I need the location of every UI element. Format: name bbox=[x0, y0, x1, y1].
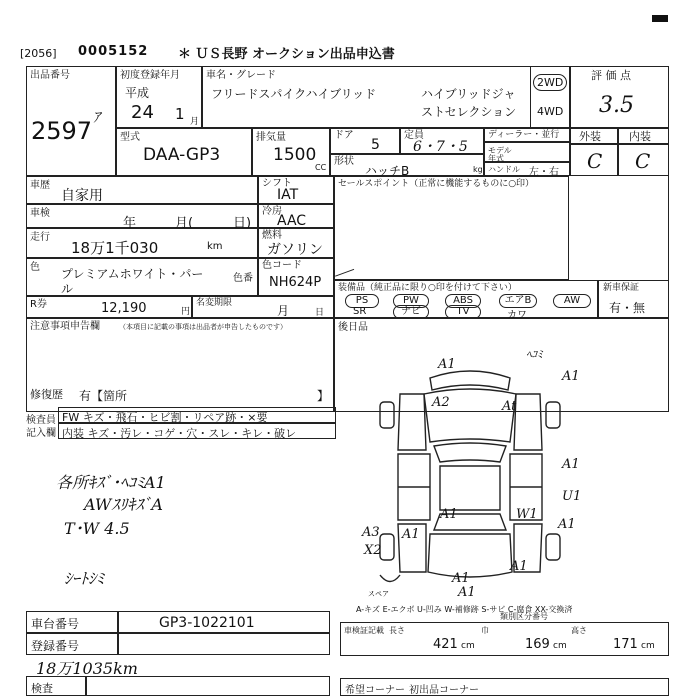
dealer-cell bbox=[484, 128, 570, 142]
notes-cell bbox=[26, 318, 334, 412]
shape-value: ハッチB bbox=[365, 164, 410, 178]
diagram-roof bbox=[440, 466, 500, 510]
handwritten-note-2: AWｽﾘｷｽﾞA bbox=[84, 495, 163, 514]
shaken-label: 車検証記載 bbox=[344, 626, 384, 635]
handle-value: 左・右 bbox=[529, 167, 559, 178]
aircon-value: AAC bbox=[277, 213, 307, 229]
vehicle-name: フリードスパイクハイブリッド bbox=[211, 87, 377, 101]
wish-corner-label: 希望コーナー bbox=[345, 685, 405, 696]
fuel-value: ガソリン bbox=[267, 242, 323, 258]
equipment-abs: ABS bbox=[445, 294, 481, 308]
mileage-unit: km bbox=[207, 241, 223, 252]
inspection-cell bbox=[26, 204, 258, 231]
equipment-ps: PS bbox=[345, 294, 379, 308]
equipment-aw: AW bbox=[553, 294, 591, 308]
score-cell bbox=[570, 66, 669, 128]
model-year-cell bbox=[484, 142, 570, 162]
form-title: ＊ ＵＳ長野 オークション出品申込書 bbox=[178, 47, 395, 62]
r-price-cell bbox=[26, 296, 192, 318]
mark-right-door: U1 bbox=[562, 489, 582, 504]
width-value: 169 bbox=[525, 637, 550, 652]
mark-left-quarter: A1 bbox=[402, 527, 420, 542]
repair-value: 有【箇所 bbox=[79, 389, 128, 403]
name-change-day-unit: 日 bbox=[315, 308, 325, 318]
mark-top-note: ﾍｺﾐ bbox=[526, 350, 543, 361]
class-number-label: 類別区分番号 bbox=[500, 612, 548, 621]
length-value: 421 bbox=[433, 637, 458, 652]
shape-cell bbox=[330, 154, 484, 176]
corner-mark bbox=[652, 15, 668, 22]
displacement-cell bbox=[252, 128, 330, 176]
interior-label-cell bbox=[618, 128, 669, 144]
equipment-pw: PW bbox=[393, 294, 429, 308]
score-label: 評 価 点 bbox=[591, 69, 631, 82]
handwritten-note-1: 各所ｷｽﾞ･ﾍｺﾐA1 bbox=[56, 473, 166, 492]
warranty-value: 有・無 bbox=[609, 301, 646, 315]
displacement-value: 1500 bbox=[273, 145, 317, 165]
mileage-value: 18万1千030 bbox=[71, 239, 159, 257]
diagram-left-fender bbox=[398, 394, 426, 450]
equipment-cell bbox=[334, 280, 598, 321]
shift-cell bbox=[258, 176, 334, 204]
chassis-value-cell bbox=[118, 611, 330, 633]
color-code-label-top: 色コード bbox=[262, 260, 302, 271]
r-price-unit: 円 bbox=[181, 307, 191, 317]
sales-point-label: セールスポイント（正常に機能するものに○印） bbox=[338, 179, 535, 189]
mark-rear-bottom: A1 bbox=[458, 585, 476, 600]
interior-value: C bbox=[635, 149, 651, 173]
capacity-label: 定員 bbox=[404, 130, 424, 141]
inspector-row-1 bbox=[58, 407, 336, 423]
inspection-year-unit: 年 bbox=[123, 216, 137, 231]
exterior-label: 外装 bbox=[579, 130, 601, 143]
mark-front-1: A1 bbox=[438, 357, 456, 372]
r-price-value: 12,190 bbox=[101, 301, 147, 316]
exterior-label-cell bbox=[570, 128, 618, 144]
length-unit: cm bbox=[461, 641, 475, 651]
registration-year: 24 bbox=[131, 102, 154, 123]
mark-hood: At bbox=[502, 399, 517, 414]
shift-value: IAT bbox=[277, 187, 299, 203]
lot-label: 出品番号 bbox=[30, 70, 70, 81]
registration-label: 初度登録年月 bbox=[120, 70, 180, 81]
color-value-2: ル bbox=[61, 282, 74, 296]
equipment-leather: カワ bbox=[507, 310, 527, 321]
exterior-value-cell bbox=[570, 144, 618, 176]
dimensions-cell bbox=[340, 622, 669, 656]
equipment-tv: TV bbox=[445, 305, 481, 319]
handle-label: ハンドル bbox=[488, 165, 520, 174]
inspector-label-1: 検査員 bbox=[26, 415, 56, 426]
exterior-value: C bbox=[587, 149, 603, 173]
mark-rear-left: A1 bbox=[452, 571, 470, 586]
equipment-sr: SR bbox=[353, 306, 367, 317]
vehicle-grade-2: ストセレクション bbox=[421, 105, 517, 119]
inspector-label-2: 記入欄 bbox=[26, 428, 56, 439]
height-unit: cm bbox=[641, 641, 655, 651]
drive-2wd: 2WD bbox=[533, 74, 567, 91]
sheet-number: [2056] bbox=[20, 47, 57, 60]
chassis-label-cell bbox=[26, 611, 118, 633]
length-label: 長さ bbox=[389, 626, 405, 635]
color-code-label: 色番 bbox=[233, 273, 253, 284]
drive-cell bbox=[530, 66, 570, 128]
drive-4wd: 4WD bbox=[537, 105, 564, 118]
mark-right-quarter: A1 bbox=[558, 517, 576, 532]
color-code-cell bbox=[258, 258, 334, 296]
check-value-cell bbox=[86, 676, 330, 696]
wish-corner-value: 初出品コーナー bbox=[409, 685, 479, 696]
car-diagram bbox=[340, 350, 600, 600]
mark-front-2: A2 bbox=[432, 395, 450, 410]
doors-cell bbox=[330, 128, 400, 154]
mark-right-fender: A1 bbox=[562, 457, 580, 472]
warranty-label: 新車保証 bbox=[603, 283, 640, 293]
doors-label: ドア bbox=[334, 130, 354, 141]
notes-label: 注意事項申告欄 bbox=[30, 321, 100, 332]
notes-sub: （本項目に記載の事項は出品者が申告したものです） bbox=[119, 323, 287, 331]
usage-label: 車歴 bbox=[30, 180, 50, 191]
inspection-label: 車検 bbox=[30, 208, 50, 219]
aircon-label: 冷房 bbox=[262, 206, 282, 217]
mark-left-door: A1 bbox=[440, 507, 458, 522]
handle-cell bbox=[484, 162, 570, 176]
handwritten-note-4: ｼｰﾄｼﾐ bbox=[64, 569, 105, 588]
registration-month: 1 bbox=[175, 105, 185, 123]
fuel-cell bbox=[258, 228, 334, 258]
mileage-cell bbox=[26, 228, 258, 258]
mark-front-right: A1 bbox=[562, 369, 580, 384]
inspection-day-unit: 日) bbox=[233, 216, 252, 231]
mark-rear-right: A1 bbox=[510, 559, 528, 574]
model-year-label: モデル年式 bbox=[488, 146, 512, 163]
chassis-label: 車台番号 bbox=[31, 617, 80, 631]
inspection-month-unit: 月( bbox=[175, 216, 194, 231]
equipment-airbag: エアB bbox=[499, 294, 537, 308]
model-label: 型式 bbox=[120, 132, 140, 143]
aircon-cell bbox=[258, 204, 334, 228]
repair-label: 修復歴 bbox=[30, 388, 63, 401]
registration-month-unit: 月 bbox=[190, 117, 200, 127]
usage-cell bbox=[26, 176, 258, 204]
mark-x2: X2 bbox=[364, 543, 382, 558]
handwritten-note-3: T･W 4.5 bbox=[64, 519, 130, 538]
sales-point-cell bbox=[334, 176, 569, 280]
displacement-label: 排気量 bbox=[256, 132, 286, 143]
mileage-handwritten: 18万1035km bbox=[36, 659, 138, 678]
chassis-value: GP3-1022101 bbox=[159, 615, 255, 631]
shape-unit: kg bbox=[473, 165, 483, 174]
doors-value: 5 bbox=[371, 137, 380, 153]
wish-corner-cell bbox=[340, 678, 669, 696]
model-cell bbox=[116, 128, 252, 176]
registration-number-label: 登録番号 bbox=[31, 639, 80, 653]
name-change-unit: 月 bbox=[277, 304, 290, 318]
height-value: 171 bbox=[613, 637, 638, 652]
registration-era: 平成 bbox=[125, 86, 150, 100]
reg-value-cell bbox=[118, 633, 330, 655]
width-label: 巾 bbox=[481, 626, 489, 635]
diagram-right-fender bbox=[514, 394, 542, 450]
lot-suffix: ｱ bbox=[93, 110, 100, 126]
vehicle-grade-1: ハイブリッドジャ bbox=[421, 87, 516, 101]
inspector-row-2 bbox=[58, 423, 336, 439]
lot-number: 2597 bbox=[31, 117, 93, 145]
vehicle-name-cell bbox=[202, 66, 570, 128]
shift-label: シフト bbox=[262, 178, 292, 189]
score-value: 3.5 bbox=[599, 93, 634, 118]
inspector-row-1-text: FW キズ・飛石・ヒビ割・リペア跡・×要 bbox=[62, 411, 268, 424]
diagram-spare bbox=[380, 575, 400, 582]
usage-value: 自家用 bbox=[61, 188, 103, 204]
rear-seat-label: 後日品 bbox=[338, 322, 368, 333]
spare-label: スペア bbox=[368, 590, 389, 598]
mileage-label: 走行 bbox=[30, 232, 50, 243]
width-unit: cm bbox=[553, 641, 567, 651]
repair-end: 】 bbox=[317, 389, 330, 403]
diagram-windshield bbox=[434, 443, 506, 462]
mark-w1: W1 bbox=[516, 507, 538, 522]
registration-cell bbox=[116, 66, 202, 128]
model-value: DAA-GP3 bbox=[143, 145, 221, 165]
reg-label-cell bbox=[26, 633, 118, 655]
displacement-unit: CC bbox=[315, 163, 327, 172]
color-cell bbox=[26, 258, 258, 296]
capacity-cell bbox=[400, 128, 484, 154]
equipment-label: 装備品（純正品に限り○印を付けて下さい） bbox=[338, 283, 517, 293]
r-price-label: R券 bbox=[30, 299, 47, 310]
check-label: 検査 bbox=[31, 682, 53, 695]
fuel-label: 燃料 bbox=[262, 230, 282, 241]
name-change-label: 名変期限 bbox=[196, 298, 233, 308]
height-label: 高さ bbox=[571, 626, 587, 635]
dealer-label: ディーラー・並行 bbox=[488, 130, 560, 140]
inspector-row-2-text: 内装 キズ・汚レ・コゲ・穴・スレ・キレ・破レ bbox=[62, 427, 297, 440]
interior-label: 内装 bbox=[629, 130, 651, 143]
vehicle-name-label: 車名・グレード bbox=[206, 70, 276, 81]
diagram-front-bumper bbox=[430, 371, 510, 390]
lot-cell bbox=[26, 66, 116, 176]
color-value-1: プレミアムホワイト・パー bbox=[61, 267, 204, 281]
name-change-cell bbox=[192, 296, 334, 318]
color-label: 色 bbox=[30, 262, 40, 273]
damage-legend: A-キズ E-エクボ U-凹み W-補修跡 S-サビ C-腐食 XX-交換済 bbox=[356, 605, 573, 614]
capacity-value: 6・7・5 bbox=[413, 139, 468, 155]
mark-rear-bumper: A3 bbox=[362, 525, 380, 540]
barcode-number: 0005152 bbox=[78, 44, 149, 59]
interior-value-cell bbox=[618, 144, 669, 176]
check-label-cell bbox=[26, 676, 86, 696]
equipment-navi: ナビ bbox=[393, 305, 429, 319]
color-code: NH624P bbox=[269, 275, 322, 290]
shape-label: 形状 bbox=[334, 156, 354, 167]
warranty-cell bbox=[598, 280, 669, 318]
diagram-back-door bbox=[428, 534, 512, 577]
